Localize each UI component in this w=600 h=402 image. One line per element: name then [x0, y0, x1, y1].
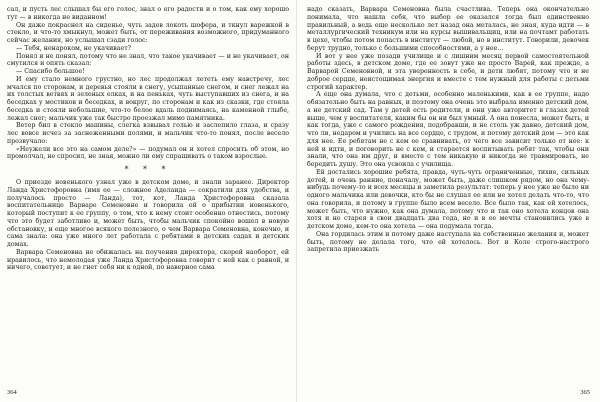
paragraph: Понял и не понял, потому что не знал, что такое укачивает — и не укачивает, он смутился и опять сказал:	[7, 52, 289, 68]
page-number-right: 365	[580, 389, 590, 396]
paragraph: — Тебя, ненароком, не укачивает?	[16, 44, 132, 52]
page-gutter	[296, 0, 297, 402]
section-divider: * * *	[124, 165, 172, 174]
paragraph: Он даже покраснел на сиденье, чуть задев локоть шофера, и ткнул варежкой в стекло, и что-то хмыкнул, может быть, от переживания возможного, придуманного сейчас желания, но услышал сзади голос:	[7, 21, 289, 44]
page-number-left: 364	[7, 389, 17, 396]
paragraph: надо сказать, Варвара Семеновна была счастлива. Теперь она окончательно понимала, что нашла себя, что выбор ее оказался тогда был единственно правильный, а ведь еще несколько лет назад она металась, не зная, куда идти — в металлургический техникум или на курсы вышивальщиц, или на почтамт работать в цехе, чтобы потом попасть в институт — любой, но в институт. Говорили, девочек берут трудно, только с большими способностями, а у нее...	[307, 6, 589, 52]
paragraph: И вот у нее уже позади училище и с лишним месяц первой самостоятельной работы здесь, в детском доме, где ее зовут уже не просто Варей, как прежде, а Варварой Семеновной, и эта уверенность в себе, и дети любят, потому что и не доброе сердце, неистощимая энергия и вместе с тем нужный для работы с детьми строгий характер.	[307, 52, 589, 91]
left-page-body-top	[7, 6, 289, 161]
right-page	[307, 6, 589, 398]
paragraph: Ей достались хорошие ребята, правда, чуть-чуть ограниченные, тихие, сильных детей, и очень ранние, поначалу, может быть, даже слишком рядом, но она чему-нибудь почему-то и всех месяцы и заметила результат: теперь у нее уже не было ни одного мальчика или девочки, кто бы не слушал ее или не хотел делать что-то, что она говорила, и потому в группе было всем весело. Все было так, как ей хотелось, может быть, что нужно, как она думала, потому что и так оно хотела концов она хотя и не старея в свои двадцать два года, но и в ее мечты становились уже в детском доме, кем-то она хотела — она подумала тогда.	[307, 168, 589, 230]
paragraph: «Неужели все это на самом деле?» — подумал он и хотел спросить об этом, но промолчал, не спросил, не зная, можно ли ему спрашивать о таком взрослые.	[7, 145, 289, 161]
paragraph: Она гордилась этим и потому даже наступала на собственные желания и, может быть, потому не делала того, что ей хотелось. Вот и Коле строго-настрого запретила приезжать	[307, 230, 589, 254]
paragraph: А еще она думала, что с детьми, особенно маленькими, как в ее группе, надо обязательно быть на равных, и поэтому она очень это выбрала именно детский дом, а не детский сад. Там у детей есть родители, и они уже авторитет в глазах детей выше, чем у воспитателя, каким бы он ни был умный. А она понесла, может быть, и как тогда, уже с самого рождения, подобравши, и не столь уж давно, детский дом, что ли, недаром и учились на все сердце, с трудом, и потому детский дом — это как для нее. Ее ребятам не с кем ее сравнивать, от чего все зависит только от нее: к ней и идти, и поговорить не с кем, и старается воспитывать ребят так, чтобы они знали, что она им друг, и вместе с тем никакую и никогда не травмировать, не бередить душу. Это она усвоила с училища.	[307, 91, 589, 168]
paragraph: Варвара Семеновна не обижалась на поучения директора, скорей наоборот, ей нравилось, что немолодая уже Ланда Христофоровна говорит с ней как с равной, и ничего, советует, и не гнет себя ни к одной, по наверное сама	[7, 248, 289, 272]
paragraph: О приезде новенького узнал уже в детском доме, и знали заранее. Директор Ланда Христофоровна (имя ее — сложное Аделаида — сократили для удобства, и получалось просто — Ланда), тот, кот, Ланда Христофоровна сказала воспитательнице Варваре Семеновне и говорила ей о прибытии новенького, который поступит к ее группу, о том, что к нему стоит особенно отнестись, потому что это будет заботливо и, может быть, чтобы мальчик спокойно вошел в новую обстановку, и еще многое всякого полезного, о чем Варвара Семеновна, конечно, и сама знала: она уже много лет работала с ребятами в детских садах и детских домах.	[7, 179, 289, 248]
left-page-body-bottom	[7, 179, 289, 272]
paragraph: Ветер бил в стекло машины, слегка взвывал голью и заслепило глаза, и сразу лес вовсе исчез за заснеженными полями, и мальчик что-то понял, после весело прозвучало:	[7, 122, 289, 145]
left-page	[7, 6, 289, 398]
paragraph: — Спасибо большое!	[16, 68, 85, 75]
paragraph: И ему стало немного грустно, но лес продолжал лететь ему навстречу, лес мчался по сторонам, и деревья стояли в снегу, усыпанные снегом, и снег лежал на их толстых ветвях и зеленых елках, и на пеньках, чуть выступавших из снега, и на беседках у мостиков и беседках, и вокруг, по сторонам и как из сказки, где стояла беседка и стояли небольшие, что-то белое вдаль поднимаясь, на каменной глыбе, лежал снег; мальчик уже так быстро проезжал мимо памятника.	[7, 75, 289, 122]
paragraph: сал, и пусть лес слышал бы его голос, знал о его радости и о том, как ему хорошо тут — в никогда не виданном!	[7, 6, 289, 21]
right-page-body	[307, 6, 589, 254]
